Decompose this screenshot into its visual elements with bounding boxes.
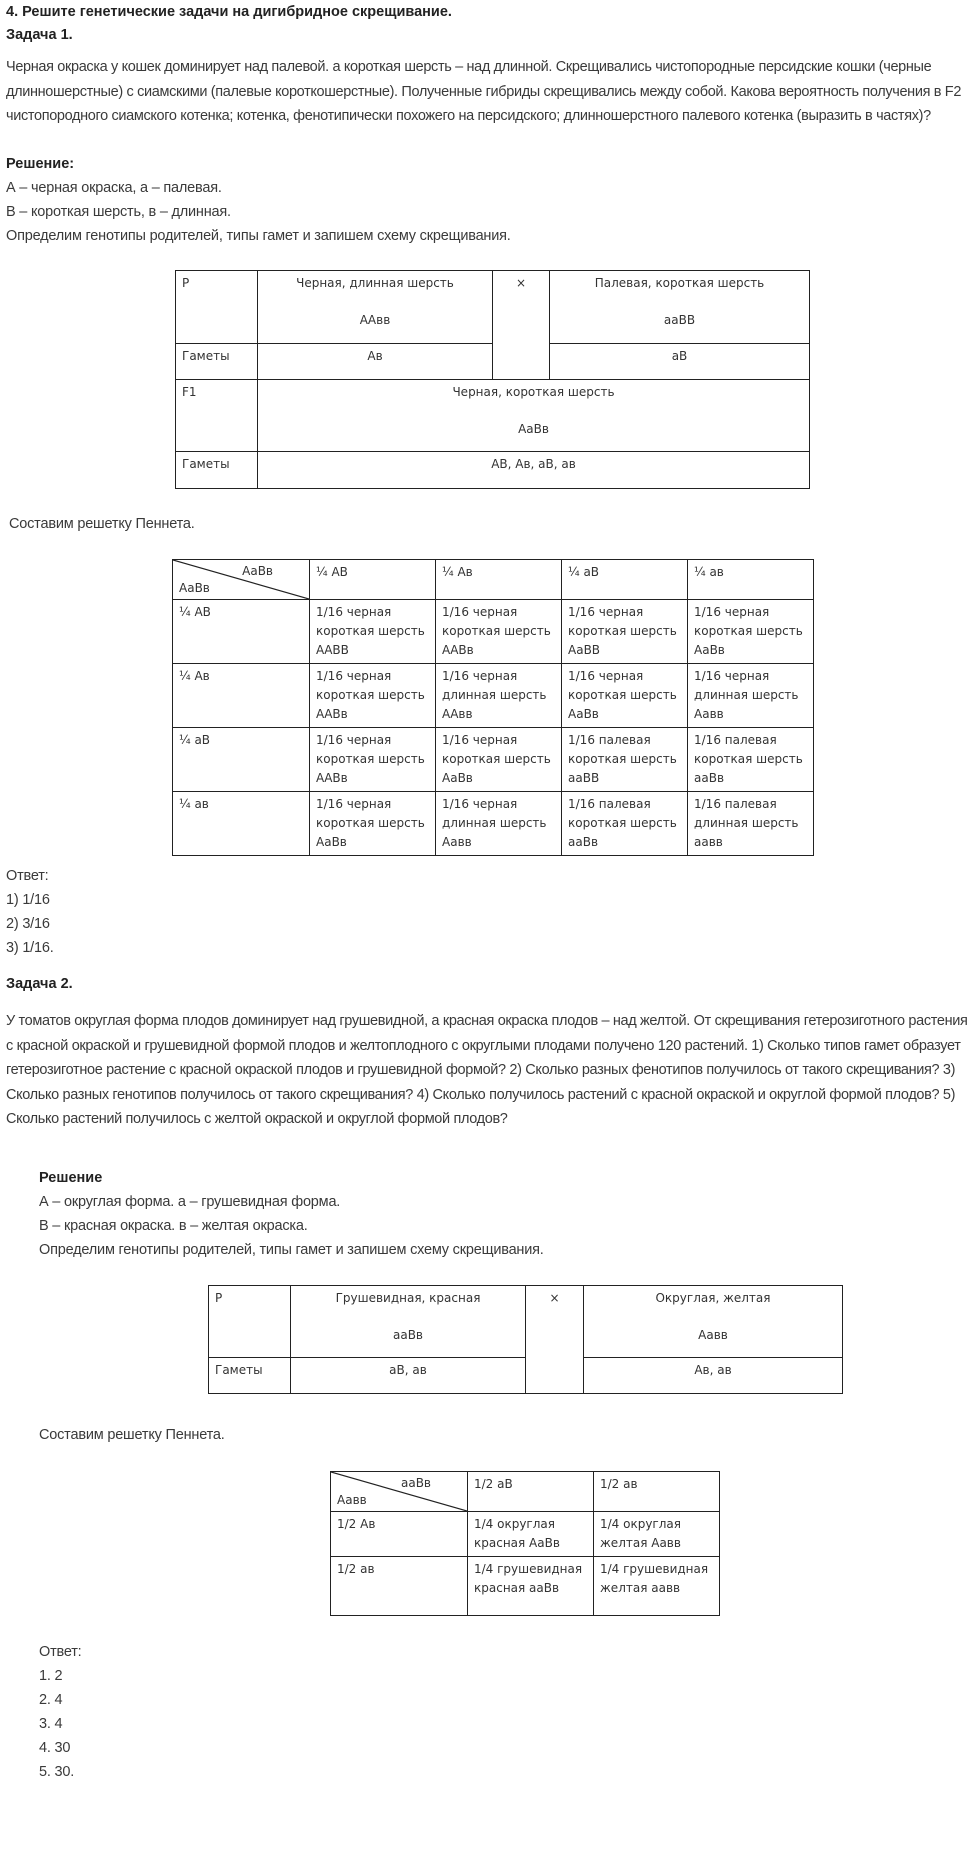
punnett-cell: 1/16 черная короткая шерсть АаВв xyxy=(688,600,814,664)
punnett-row-header: ¼ Ав xyxy=(173,664,310,728)
task2-answer: 3. 4 xyxy=(39,1716,63,1732)
task2-punnett-intro: Составим решетку Пеннета. xyxy=(39,1427,225,1443)
p-label: P xyxy=(209,1286,291,1358)
gametes1: Ав xyxy=(258,344,493,380)
punnett-cell: 1/4 округлая желтая Аавв xyxy=(594,1512,720,1557)
parent1-cell xyxy=(258,271,493,344)
task1-answer-label: Ответ: xyxy=(6,868,49,884)
punnett-col-header: ¼ Ав xyxy=(436,560,562,600)
punnett-cell: 1/4 грушевидная красная ааВв xyxy=(468,1557,594,1616)
punnett-row-header: ¼ аВ xyxy=(173,728,310,792)
p-label: P xyxy=(176,271,258,344)
punnett-cell: 1/16 черная короткая шерсть ААВв xyxy=(436,600,562,664)
task2-heading: Задача 2. xyxy=(6,976,73,992)
punnett-cell: 1/16 палевая короткая шерсть ааВв xyxy=(688,728,814,792)
punnett-col-header: ¼ ав xyxy=(688,560,814,600)
task2-answer-label: Ответ: xyxy=(39,1644,82,1660)
parent2-genotype: ааВВ xyxy=(663,313,696,327)
punnett-corner-bottom: Аавв xyxy=(337,1493,367,1507)
punnett-cell: 1/16 черная короткая шерсть ААВВ xyxy=(310,600,436,664)
parent2-phenotype: Палевая, короткая шерсть xyxy=(594,276,765,290)
parent2-cell xyxy=(550,271,810,344)
punnett-header-row xyxy=(331,1472,720,1512)
task2-answer: 5. 30. xyxy=(39,1764,75,1780)
parent1-phenotype: Черная, длинная шерсть xyxy=(296,276,454,290)
task1-answer: 3) 1/16. xyxy=(6,940,54,956)
f1-genotype: АаВв xyxy=(518,422,549,436)
punnett-row xyxy=(173,792,814,856)
task1-line: В – короткая шерсть, в – длинная. xyxy=(6,204,231,220)
task1-line: А – черная окраска, а – палевая. xyxy=(6,180,222,196)
task1-heading: Задача 1. xyxy=(6,27,73,43)
cross-sign: × xyxy=(526,1286,584,1394)
punnett-cell: 1/16 черная короткая шерсть ААВв xyxy=(310,728,436,792)
punnett-header-row xyxy=(173,560,814,600)
gametes-label: Гаметы xyxy=(176,344,258,380)
task2-text: У томатов округлая форма плодов доминирует над грушевидной, а красная окраска плодов – над желтой. От скрещивания гетерозиготного растения с красной окраской и грушевидной формой плодов и желтоплодного с округлыми плодами получено 120 растений. 1) Сколько типов гамет образует гетерозиготное растение с красной окраской плодов и грушевидной формой? 2) Сколько разных фенотипов получилось от такого скрещивания? 3) Сколько разных генотипов получилось от такого скрещивания? 4) Сколько получилось растений с красной окраской и округлой формой плодов? 5) Сколько растений получилось с желтой окраской и округлой формой плодов? xyxy=(6,1013,968,1127)
punnett-cell: 1/4 грушевидная желтая аавв xyxy=(594,1557,720,1616)
task1-text: Черная окраска у кошек доминирует над палевой. а короткая шерсть – над длинной. Скрещивались чистопородные персидские кошки (черные длинношерстные) с сиамскими (палевые короткошерстные). Полученные гибриды скрещивались между собой. Какова вероятность получения в F2 чистопородного сиамского котенка; котенка, фенотипически похожего на персидского; длинношерстного палевого котенка (выразить в частях)? xyxy=(6,59,962,124)
gametes2: аВ xyxy=(550,344,810,380)
task2-line: А – округлая форма. а – грушевидная форма. xyxy=(39,1194,341,1210)
punnett-cell: 1/16 черная короткая шерсть ААВв xyxy=(310,664,436,728)
punnett-cell: 1/16 черная длинная шерсть ААвв xyxy=(436,664,562,728)
page-title: 4. Решите генетические задачи на дигибридное скрещивание. xyxy=(6,4,452,20)
punnett-cell: 1/16 палевая короткая шерсть ааВв xyxy=(562,792,688,856)
task1-line: Определим генотипы родителей, типы гамет и запишем схему скрещивания. xyxy=(6,228,511,244)
task1-punnett-intro: Составим решетку Пеннета. xyxy=(9,516,195,532)
f1-gametes-label: Гаметы xyxy=(176,452,258,489)
punnett-cell: 1/16 черная короткая шерсть АаВв xyxy=(310,792,436,856)
task1-answer: 1) 1/16 xyxy=(6,892,50,908)
punnett-row-header: 1/2 Ав xyxy=(331,1512,468,1557)
punnett-row xyxy=(173,728,814,792)
punnett-col-header: 1/2 аВ xyxy=(468,1472,594,1512)
punnett-corner-cell xyxy=(331,1472,468,1512)
gametes2: Ав, ав xyxy=(584,1358,843,1394)
parent2-phenotype: Округлая, желтая xyxy=(655,1291,771,1305)
cross-sign: × xyxy=(493,271,550,380)
punnett-row xyxy=(331,1557,720,1616)
punnett-col-header: ¼ аВ xyxy=(562,560,688,600)
task2-answer: 4. 30 xyxy=(39,1740,71,1756)
f1-label: F1 xyxy=(176,380,258,452)
parent2-cell xyxy=(584,1286,843,1358)
task2-punnett-table xyxy=(330,1471,720,1616)
punnett-col-header: ¼ АВ xyxy=(310,560,436,600)
punnett-cell: 1/16 черная длинная шерсть Аавв xyxy=(688,664,814,728)
task1-punnett-table xyxy=(172,559,814,856)
punnett-cell: 1/16 черная короткая шерсть АаВВ xyxy=(562,600,688,664)
punnett-cell: 1/4 округлая красная АаВв xyxy=(468,1512,594,1557)
task2-line: В – красная окраска. в – желтая окраска. xyxy=(39,1218,308,1234)
gametes1: аВ, ав xyxy=(291,1358,526,1394)
task1-solution-heading: Решение: xyxy=(6,156,75,172)
punnett-cell: 1/16 черная короткая шерсть АаВв xyxy=(436,728,562,792)
punnett-cell: 1/16 палевая короткая шерсть ааВВ xyxy=(562,728,688,792)
task2-answer: 1. 2 xyxy=(39,1668,63,1684)
parent1-genotype: ААвв xyxy=(359,313,391,327)
task2-answer: 2. 4 xyxy=(39,1692,63,1708)
punnett-cell: 1/16 черная длинная шерсть Аавв xyxy=(436,792,562,856)
parent2-genotype: Аавв xyxy=(698,1328,728,1342)
punnett-corner-bottom: АаВв xyxy=(179,581,210,595)
task2-line: Определим генотипы родителей, типы гамет и запишем схему скрещивания. xyxy=(39,1242,544,1258)
task1-answer: 2) 3/16 xyxy=(6,916,50,932)
punnett-row xyxy=(173,664,814,728)
punnett-cell: 1/16 черная короткая шерсть АаВв xyxy=(562,664,688,728)
punnett-row xyxy=(173,600,814,664)
f1-cell xyxy=(258,380,810,452)
f1-phenotype: Черная, короткая шерсть xyxy=(452,385,615,399)
f1-gametes: АВ, Ав, аВ, ав xyxy=(258,452,810,489)
task1-cross-table xyxy=(175,270,810,489)
punnett-corner-top: ааВв xyxy=(400,1476,431,1490)
task2-solution-heading: Решение xyxy=(39,1170,103,1186)
punnett-row-header: ¼ АВ xyxy=(173,600,310,664)
punnett-col-header: 1/2 ав xyxy=(594,1472,720,1512)
parent1-cell xyxy=(291,1286,526,1358)
punnett-row xyxy=(331,1512,720,1557)
punnett-cell: 1/16 палевая длинная шерсть аавв xyxy=(688,792,814,856)
punnett-row-header: 1/2 ав xyxy=(331,1557,468,1616)
task2-cross-table xyxy=(208,1285,843,1394)
punnett-corner-cell xyxy=(173,560,310,600)
punnett-corner-top: АаВв xyxy=(242,564,273,578)
parent1-genotype: ааВв xyxy=(392,1328,423,1342)
punnett-row-header: ¼ ав xyxy=(173,792,310,856)
gametes-label: Гаметы xyxy=(209,1358,291,1394)
parent1-phenotype: Грушевидная, красная xyxy=(335,1291,481,1305)
